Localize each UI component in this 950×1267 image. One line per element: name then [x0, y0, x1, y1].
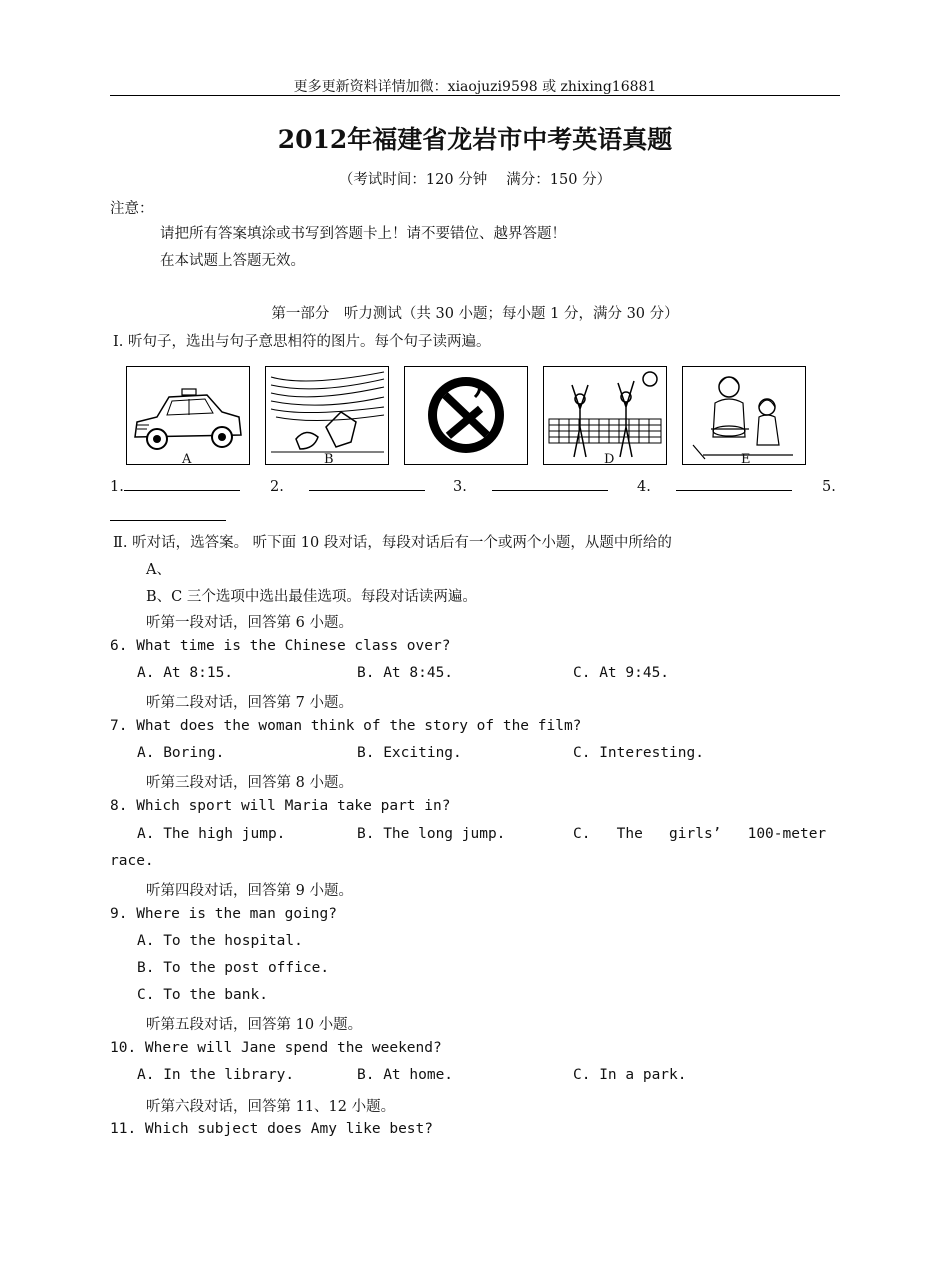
picture-label-a: A	[182, 452, 192, 467]
notice-line-1: 请把所有答案填涂或书写到答题卡上！请不要错位、越界答题！	[160, 226, 566, 242]
cooking-icon	[683, 367, 805, 464]
option-7c: C. Interesting.	[573, 745, 704, 761]
question-6: 6. What time is the Chinese class over?	[110, 638, 451, 654]
section1-instruction: Ⅰ. 听句子，选出与句子意思相符的图片。每个句子读两遍。	[113, 334, 491, 350]
option-8a: A. The high jump.	[137, 826, 286, 842]
storm-icon	[266, 367, 388, 464]
picture-b	[265, 366, 389, 465]
option-7b: B. Exciting.	[357, 745, 462, 761]
question-8: 8. Which sport will Maria take part in?	[110, 798, 451, 814]
blank-number: 3.	[453, 479, 467, 495]
option-10a: A. In the library.	[137, 1067, 295, 1083]
page-title: 2012年福建省龙岩市中考英语真题	[277, 125, 673, 154]
blank-line	[676, 489, 792, 491]
option-10b: B. At home.	[357, 1067, 454, 1083]
part1-heading: 第一部分 听力测试（共 30 小题；每小题 1 分，满分 30 分）	[271, 306, 679, 322]
section2-instruction-1: Ⅱ. 听对话，选答案。 听下面 10 段对话，每段对话后有一个或两个小题，从题中所给的	[113, 535, 672, 551]
dialog-prompt-4: 听第四段对话，回答第 9 小题。	[146, 883, 353, 899]
question-9: 9. Where is the man going?	[110, 906, 337, 922]
volleyball-icon	[544, 367, 666, 464]
question-11: 11. Which subject does Amy like best?	[110, 1121, 434, 1137]
option-7a: A. Boring.	[137, 745, 225, 761]
dialog-prompt-5: 听第五段对话，回答第 10 小题。	[146, 1017, 363, 1033]
blank-number: 2.	[270, 479, 284, 495]
answer-blank-3	[453, 479, 608, 495]
option-9c: C. To the bank.	[137, 987, 268, 1003]
option-8c-continued: race.	[110, 853, 154, 869]
dialog-prompt-1: 听第一段对话，回答第 6 小题。	[146, 615, 353, 631]
taxi-icon	[127, 367, 249, 464]
option-6a: A. At 8:15.	[137, 665, 234, 681]
section2-instruction-2: A、	[146, 562, 171, 578]
answer-blank-5: 5.	[822, 479, 836, 495]
option-6c: C. At 9:45.	[573, 665, 670, 681]
blank-line	[309, 489, 425, 491]
dialog-prompt-6: 听第六段对话，回答第 11、12 小题。	[146, 1099, 396, 1115]
picture-label-d: D	[604, 452, 615, 467]
notice-label: 注意：	[110, 201, 154, 217]
question-10: 10. Where will Jane spend the weekend?	[110, 1040, 442, 1056]
answer-blank-4	[637, 479, 792, 495]
picture-d	[543, 366, 667, 465]
picture-label-e: E	[741, 452, 751, 467]
picture-c	[404, 366, 528, 465]
question-7: 7. What does the woman think of the story of the film?	[110, 718, 582, 734]
page-header-note: 更多更新资料详情加微：xiaojuzi9598 或 zhixing16881	[293, 79, 657, 95]
option-6b: B. At 8:45.	[357, 665, 454, 681]
blank-line	[124, 489, 240, 491]
answer-blank-1	[110, 479, 240, 495]
blank-number: 4.	[637, 479, 651, 495]
dialog-prompt-3: 听第三段对话，回答第 8 小题。	[146, 775, 353, 791]
dialog-prompt-2: 听第二段对话，回答第 7 小题。	[146, 695, 353, 711]
blank-line-5	[110, 520, 226, 521]
no-smoking-icon	[405, 367, 527, 464]
notice-line-2: 在本试题上答题无效。	[160, 253, 305, 269]
picture-a	[126, 366, 250, 465]
option-10c: C. In a park.	[573, 1067, 687, 1083]
picture-e	[682, 366, 806, 465]
answer-blank-2	[270, 479, 425, 495]
exam-info: （考试时间：120 分钟 满分：150 分）	[338, 172, 612, 188]
option-8b: B. The long jump.	[357, 826, 506, 842]
section2-instruction-3: B、C 三个选项中选出最佳选项。每段对话读两遍。	[146, 589, 477, 605]
picture-label-b: B	[324, 452, 334, 467]
blank-line	[492, 489, 608, 491]
blank-number: 1.	[110, 479, 124, 495]
header-divider	[110, 95, 840, 96]
option-9b: B. To the post office.	[137, 960, 330, 976]
option-9a: A. To the hospital.	[137, 933, 303, 949]
option-8c: C. The girls’ 100-meter	[573, 826, 827, 842]
